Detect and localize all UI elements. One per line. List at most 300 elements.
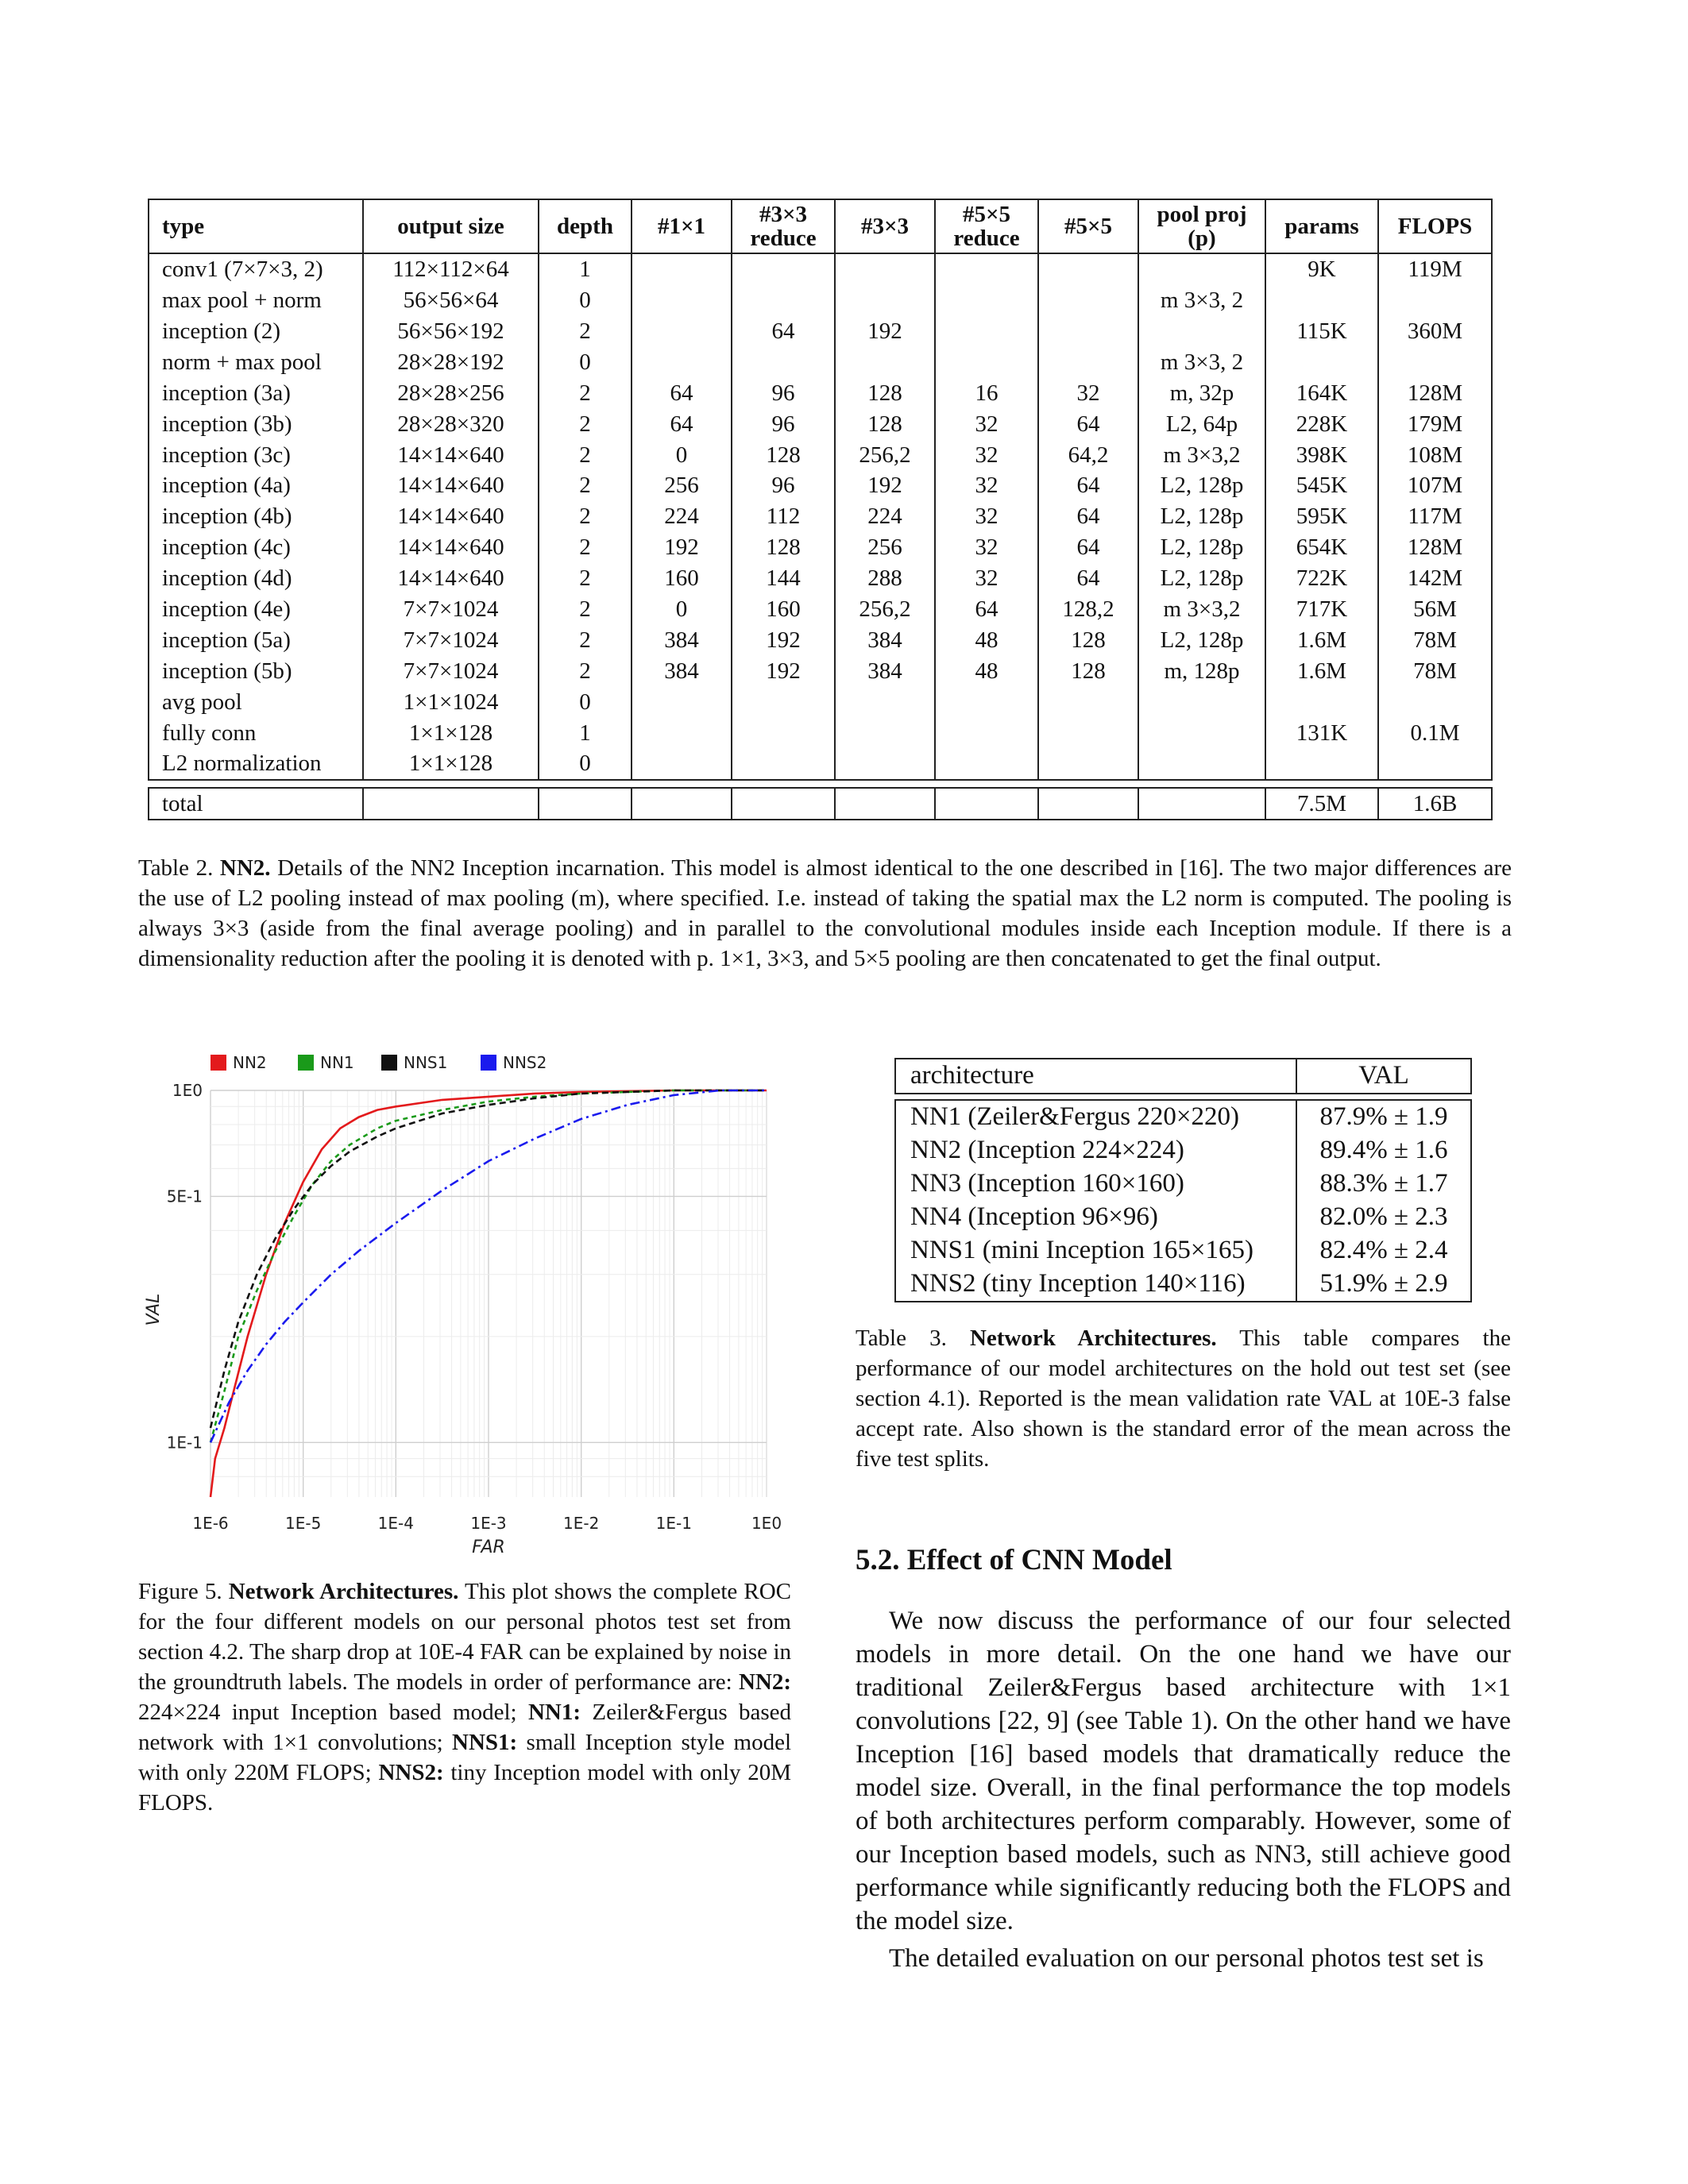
- table-cell: [632, 347, 732, 378]
- table-cell: [732, 748, 835, 780]
- table-2-body: [149, 253, 1492, 820]
- table-3-caption: [856, 1323, 1511, 1474]
- table-2-header: #3×3 reduce: [732, 199, 835, 253]
- caption-item-text: Zeiler&Fergus based network with 1×1 convolutions;: [138, 1700, 792, 1755]
- table-cell: 1×1×128: [363, 717, 539, 748]
- table-cell: [1038, 285, 1138, 316]
- architecture-cell: NNS1 (mini Inception 165×165): [895, 1234, 1296, 1268]
- table-cell: [632, 253, 732, 285]
- table-cell: 1: [539, 717, 632, 748]
- section-paragraph-1: We now discuss the performance of our four selected models in more detail. On the one hand we have our traditional Zeiler&Fergus based architecture with 1×1 convolutions [22, 9] (see Table 1). On the other hand we have Inception [16] based models that dramatically reduce the model size. Overall, in the final performance the top models of both architectures perform comparably. However, some of our Inception based models, such as NN3, still achieve good performance while significantly reducing both the FLOPS and the model size.: [856, 1607, 1511, 1935]
- table-cell: 128: [1038, 625, 1138, 656]
- table-row: [149, 316, 1492, 347]
- table-cell: [1038, 788, 1138, 820]
- table-cell: 7×7×1024: [363, 594, 539, 625]
- table-cell: 108M: [1378, 439, 1492, 470]
- caption-item-label: NN2:: [738, 1669, 791, 1695]
- table-cell: m 3×3,2: [1138, 594, 1265, 625]
- table-cell: m 3×3, 2: [1138, 285, 1265, 316]
- table-cell: 1.6M: [1265, 625, 1378, 656]
- table-spacer: [895, 1094, 1471, 1100]
- table-cell: 2: [539, 470, 632, 501]
- architecture-cell: NN1 (Zeiler&Fergus 220×220): [895, 1100, 1296, 1134]
- caption-label: Table 3.: [856, 1325, 947, 1351]
- table-row: [149, 563, 1492, 594]
- caption-title: NN2.: [219, 855, 271, 881]
- table-row: [895, 1268, 1471, 1302]
- table-cell: 64: [632, 408, 732, 439]
- table-cell: [1378, 748, 1492, 780]
- table-cell: 16: [935, 378, 1038, 409]
- table-cell: [1265, 285, 1378, 316]
- x-tick-label: 1E-1: [655, 1514, 692, 1533]
- caption-item-text: small Inception style model with only 220M FLOPS;: [138, 1730, 792, 1785]
- table-cell: [1038, 686, 1138, 717]
- caption-item-text: 224×224 input Inception based model;: [138, 1700, 517, 1725]
- table-cell: [935, 285, 1038, 316]
- y-tick-label: 1E-1: [166, 1433, 203, 1453]
- table-cell: [935, 717, 1038, 748]
- table-cell: 14×14×640: [363, 532, 539, 563]
- table-cell: m 3×3, 2: [1138, 347, 1265, 378]
- table-cell: L2, 128p: [1138, 532, 1265, 563]
- table-row: [149, 253, 1492, 285]
- table-cell: 192: [835, 316, 935, 347]
- table-2-header: FLOPS: [1378, 199, 1492, 253]
- caption-label: Figure 5.: [138, 1579, 222, 1604]
- table-cell: [539, 788, 632, 820]
- table-cell: 256,2: [835, 594, 935, 625]
- table-cell: 32: [935, 408, 1038, 439]
- table-cell: [1138, 788, 1265, 820]
- table-cell: [1138, 316, 1265, 347]
- table-cell: inception (3c): [149, 439, 363, 470]
- table-2-header: params: [1265, 199, 1378, 253]
- table-2-header: depth: [539, 199, 632, 253]
- table-2-header-row: [149, 199, 1492, 253]
- table-cell: 128: [835, 378, 935, 409]
- caption-item-label: NNS2:: [378, 1760, 444, 1785]
- table-cell: 96: [732, 470, 835, 501]
- architecture-cell: NN4 (Inception 96×96): [895, 1201, 1296, 1234]
- table-cell: [835, 717, 935, 748]
- table-row: [895, 1134, 1471, 1167]
- caption-text: This table compares the performance of our model architectures on the hold out test set (see section 4.1). Reported is the mean validation rate VAL at 10E-3 false accept rate. Also shown is the standard error of the mean across the five test splits.: [856, 1325, 1511, 1472]
- table-cell: conv1 (7×7×3, 2): [149, 253, 363, 285]
- table-cell: 56×56×64: [363, 285, 539, 316]
- chart-xlabel: FAR: [472, 1538, 505, 1557]
- table-cell: L2, 128p: [1138, 625, 1265, 656]
- table-cell: 48: [935, 625, 1038, 656]
- x-tick-label: 1E-6: [192, 1514, 229, 1533]
- val-cell: 88.3% ± 1.7: [1296, 1167, 1471, 1201]
- table-cell: 117M: [1378, 501, 1492, 532]
- chart-legend: [211, 1053, 547, 1072]
- table-cell: 96: [732, 378, 835, 409]
- table-row: [149, 285, 1492, 316]
- x-tick-label: 1E-4: [377, 1514, 414, 1533]
- architecture-cell: NNS2 (tiny Inception 140×116): [895, 1268, 1296, 1302]
- table-cell: 228K: [1265, 408, 1378, 439]
- table-cell: 192: [732, 625, 835, 656]
- table-cell: 144: [732, 563, 835, 594]
- table-cell: 164K: [1265, 378, 1378, 409]
- table-cell: 179M: [1378, 408, 1492, 439]
- table-cell: 0: [539, 347, 632, 378]
- table-cell: [632, 316, 732, 347]
- table-cell: 0.1M: [1378, 717, 1492, 748]
- table-cell: 1: [539, 253, 632, 285]
- table-row: [149, 501, 1492, 532]
- legend-label: NNS1: [404, 1053, 448, 1072]
- table-row: [149, 470, 1492, 501]
- table-cell: 160: [632, 563, 732, 594]
- table-2-header: type: [149, 199, 363, 253]
- table-cell: [363, 788, 539, 820]
- y-tick-label: 5E-1: [166, 1187, 203, 1206]
- table-row: [149, 439, 1492, 470]
- table-cell: inception (5b): [149, 656, 363, 687]
- table-cell: [1378, 285, 1492, 316]
- table-cell: 32: [935, 501, 1038, 532]
- table-cell: 0: [632, 439, 732, 470]
- table-cell: fully conn: [149, 717, 363, 748]
- table-cell: 192: [632, 532, 732, 563]
- table-cell: 32: [935, 532, 1038, 563]
- table-cell: 2: [539, 594, 632, 625]
- table-cell: 192: [835, 470, 935, 501]
- table-cell: 7×7×1024: [363, 656, 539, 687]
- table-cell: 115K: [1265, 316, 1378, 347]
- table-cell: [835, 253, 935, 285]
- table-cell: 7.5M: [1265, 788, 1378, 820]
- table-cell: [1265, 686, 1378, 717]
- table-cell: [732, 253, 835, 285]
- table-row: [149, 378, 1492, 409]
- table-2-caption: [138, 853, 1512, 974]
- table-cell: [732, 285, 835, 316]
- table-cell: 1.6M: [1265, 656, 1378, 687]
- table-cell: 32: [935, 563, 1038, 594]
- table-cell: [1038, 748, 1138, 780]
- x-tick-label: 1E-5: [285, 1514, 322, 1533]
- legend-label: NNS2: [503, 1053, 547, 1072]
- y-tick-label: 1E0: [172, 1081, 203, 1100]
- chart-grid: [211, 1090, 767, 1497]
- x-tick-label: 1E0: [751, 1514, 782, 1533]
- table-cell: 28×28×192: [363, 347, 539, 378]
- table-cell: 128: [732, 532, 835, 563]
- table-cell: 56M: [1378, 594, 1492, 625]
- table-cell: avg pool: [149, 686, 363, 717]
- table-total-row: [149, 788, 1492, 820]
- table-cell: [732, 788, 835, 820]
- caption-text: This plot shows the complete ROC for the four different models on our personal photos test set from section 4.2. The sharp drop at 10E-4 FAR can be explained by noise in the groundtruth labels. The models in order of performance are:: [138, 1579, 792, 1695]
- table-cell: [1265, 347, 1378, 378]
- table-cell: [1038, 253, 1138, 285]
- table-spacer: [149, 780, 1492, 788]
- table-row: [149, 594, 1492, 625]
- table-cell: 64,2: [1038, 439, 1138, 470]
- table-cell: 32: [935, 439, 1038, 470]
- table-cell: 14×14×640: [363, 563, 539, 594]
- table-cell: inception (4c): [149, 532, 363, 563]
- table-cell: L2, 128p: [1138, 501, 1265, 532]
- table-cell: 360M: [1378, 316, 1492, 347]
- table-cell: [935, 316, 1038, 347]
- table-cell: 0: [539, 285, 632, 316]
- architecture-cell: NN2 (Inception 224×224): [895, 1134, 1296, 1167]
- table-3-header: architecture: [895, 1059, 1296, 1094]
- table-cell: 64: [935, 594, 1038, 625]
- legend-swatch-nn1: [298, 1055, 314, 1071]
- table-row: [149, 748, 1492, 780]
- table-cell: 1.6B: [1378, 788, 1492, 820]
- table-cell: [1265, 748, 1378, 780]
- table-cell: inception (4d): [149, 563, 363, 594]
- table-cell: 128M: [1378, 532, 1492, 563]
- table-cell: 545K: [1265, 470, 1378, 501]
- legend-label: NN2: [233, 1053, 267, 1072]
- table-cell: [935, 788, 1038, 820]
- table-cell: 112: [732, 501, 835, 532]
- table-cell: 384: [835, 656, 935, 687]
- table-cell: 64: [732, 316, 835, 347]
- table-cell: 0: [632, 594, 732, 625]
- table-cell: 256,2: [835, 439, 935, 470]
- table-row: [149, 408, 1492, 439]
- table-3-body: [895, 1094, 1471, 1302]
- table-2-header: #5×5 reduce: [935, 199, 1038, 253]
- legend-swatch-nn2: [211, 1055, 226, 1071]
- table-cell: [1138, 686, 1265, 717]
- table-cell: inception (3b): [149, 408, 363, 439]
- table-cell: [1038, 717, 1138, 748]
- table-cell: 9K: [1265, 253, 1378, 285]
- table-cell: inception (2): [149, 316, 363, 347]
- legend-swatch-nns2: [481, 1055, 496, 1071]
- section-heading: 5.2. Effect of CNN Model: [856, 1544, 1172, 1576]
- table-row: [149, 625, 1492, 656]
- legend-swatch-nns1: [381, 1055, 397, 1071]
- table-row: [149, 656, 1492, 687]
- table-row: [895, 1100, 1471, 1134]
- section-paragraph-2: The detailed evaluation on our personal photos test set is: [889, 1944, 1484, 1973]
- table-cell: L2 normalization: [149, 748, 363, 780]
- table-cell: 131K: [1265, 717, 1378, 748]
- table-cell: 64: [1038, 470, 1138, 501]
- table-row: [895, 1201, 1471, 1234]
- x-tick-label: 1E-3: [470, 1514, 507, 1533]
- table-cell: 96: [732, 408, 835, 439]
- table-cell: 32: [1038, 378, 1138, 409]
- table-cell: inception (5a): [149, 625, 363, 656]
- table-cell: 2: [539, 378, 632, 409]
- table-cell: 654K: [1265, 532, 1378, 563]
- table-cell: [732, 717, 835, 748]
- table-cell: 160: [732, 594, 835, 625]
- table-2-header: #3×3: [835, 199, 935, 253]
- table-cell: 128M: [1378, 378, 1492, 409]
- table-cell: m, 128p: [1138, 656, 1265, 687]
- table-cell: [835, 686, 935, 717]
- table-cell: 717K: [1265, 594, 1378, 625]
- caption-item-label: NNS1:: [452, 1730, 518, 1755]
- table-cell: [1038, 347, 1138, 378]
- table-cell: [935, 748, 1038, 780]
- table-2-header: pool proj (p): [1138, 199, 1265, 253]
- table-cell: inception (4b): [149, 501, 363, 532]
- table-cell: 722K: [1265, 563, 1378, 594]
- table-cell: [835, 788, 935, 820]
- table-cell: 28×28×256: [363, 378, 539, 409]
- caption-title: Network Architectures.: [969, 1325, 1217, 1351]
- table-cell: 224: [632, 501, 732, 532]
- table-cell: 2: [539, 408, 632, 439]
- table-cell: [1138, 748, 1265, 780]
- table-cell: [935, 253, 1038, 285]
- table-2: [148, 199, 1493, 820]
- table-cell: 0: [539, 748, 632, 780]
- val-cell: 87.9% ± 1.9: [1296, 1100, 1471, 1134]
- table-cell: 112×112×64: [363, 253, 539, 285]
- table-cell: 2: [539, 563, 632, 594]
- table-cell: 28×28×320: [363, 408, 539, 439]
- table-cell: [1138, 717, 1265, 748]
- table-2-header: output size: [363, 199, 539, 253]
- table-3-header: VAL: [1296, 1059, 1471, 1094]
- table-cell: [835, 285, 935, 316]
- table-3: [894, 1058, 1472, 1302]
- table-cell: 78M: [1378, 625, 1492, 656]
- table-cell: 384: [632, 625, 732, 656]
- chart-ylabel: VAL: [144, 1293, 164, 1326]
- table-cell: [935, 686, 1038, 717]
- table-cell: 224: [835, 501, 935, 532]
- table-cell: [632, 285, 732, 316]
- table-row: [149, 717, 1492, 748]
- table-cell: 256: [835, 532, 935, 563]
- table-cell: norm + max pool: [149, 347, 363, 378]
- table-cell: 2: [539, 439, 632, 470]
- table-cell: 398K: [1265, 439, 1378, 470]
- table-cell: [1378, 686, 1492, 717]
- table-cell: inception (4e): [149, 594, 363, 625]
- table-row: [149, 686, 1492, 717]
- table-cell: 1×1×128: [363, 748, 539, 780]
- table-cell: [732, 686, 835, 717]
- roc-chart: [135, 1040, 794, 1565]
- table-cell: m 3×3,2: [1138, 439, 1265, 470]
- table-cell: 14×14×640: [363, 439, 539, 470]
- table-2-header: #5×5: [1038, 199, 1138, 253]
- table-row: [149, 532, 1492, 563]
- val-cell: 51.9% ± 2.9: [1296, 1268, 1471, 1302]
- table-cell: 64: [1038, 532, 1138, 563]
- table-cell: max pool + norm: [149, 285, 363, 316]
- table-cell: 78M: [1378, 656, 1492, 687]
- legend-label: NN1: [320, 1053, 354, 1072]
- table-cell: [835, 347, 935, 378]
- table-cell: 2: [539, 656, 632, 687]
- table-cell: 1×1×1024: [363, 686, 539, 717]
- table-cell: [1138, 253, 1265, 285]
- table-cell: [1038, 316, 1138, 347]
- table-cell: [632, 686, 732, 717]
- table-cell: 14×14×640: [363, 470, 539, 501]
- caption-item-text: tiny Inception model with only 20M FLOPS.: [138, 1760, 792, 1815]
- table-cell: 2: [539, 316, 632, 347]
- table-cell: 0: [539, 686, 632, 717]
- table-cell: 128: [732, 439, 835, 470]
- figure-5-caption: [138, 1576, 791, 1818]
- table-cell: [935, 347, 1038, 378]
- table-row: [895, 1167, 1471, 1201]
- table-cell: 7×7×1024: [363, 625, 539, 656]
- table-cell: [1378, 347, 1492, 378]
- caption-item-label: NN1:: [527, 1700, 581, 1725]
- table-3-header-row: [895, 1059, 1471, 1094]
- table-cell: 48: [935, 656, 1038, 687]
- table-cell: 32: [935, 470, 1038, 501]
- table-cell: 107M: [1378, 470, 1492, 501]
- table-cell: 595K: [1265, 501, 1378, 532]
- table-cell: 64: [1038, 501, 1138, 532]
- table-cell: inception (3a): [149, 378, 363, 409]
- table-cell: inception (4a): [149, 470, 363, 501]
- table-row: [895, 1234, 1471, 1268]
- table-cell: 2: [539, 625, 632, 656]
- table-cell: 64: [632, 378, 732, 409]
- table-cell: [732, 347, 835, 378]
- table-2-header: #1×1: [632, 199, 732, 253]
- table-cell: [632, 788, 732, 820]
- table-cell: 384: [835, 625, 935, 656]
- table-cell: 128,2: [1038, 594, 1138, 625]
- val-cell: 82.0% ± 2.3: [1296, 1201, 1471, 1234]
- table-cell: m, 32p: [1138, 378, 1265, 409]
- architecture-cell: NN3 (Inception 160×160): [895, 1167, 1296, 1201]
- table-cell: 288: [835, 563, 935, 594]
- table-cell: 14×14×640: [363, 501, 539, 532]
- table-cell: 56×56×192: [363, 316, 539, 347]
- table-cell: L2, 64p: [1138, 408, 1265, 439]
- caption-label: Table 2.: [138, 855, 214, 881]
- table-cell: 119M: [1378, 253, 1492, 285]
- table-cell: 142M: [1378, 563, 1492, 594]
- x-tick-label: 1E-2: [563, 1514, 600, 1533]
- table-cell: L2, 128p: [1138, 563, 1265, 594]
- table-row: [149, 347, 1492, 378]
- table-cell: 256: [632, 470, 732, 501]
- val-cell: 89.4% ± 1.6: [1296, 1134, 1471, 1167]
- table-cell: [632, 717, 732, 748]
- table-cell: 64: [1038, 563, 1138, 594]
- table-cell: [835, 748, 935, 780]
- table-cell: L2, 128p: [1138, 470, 1265, 501]
- table-cell: total: [149, 788, 363, 820]
- table-cell: [632, 748, 732, 780]
- table-cell: 192: [732, 656, 835, 687]
- table-cell: 128: [835, 408, 935, 439]
- caption-text: Details of the NN2 Inception incarnation. This model is almost identical to the one described in [16]. The two major differences are the use of L2 pooling instead of max pooling (m), where specified. I.e. instead of taking the spatial max the L2 norm is computed. The pooling is always 3×3 (aside from the final average pooling) and in parallel to the convolutional modules inside each Inception module. If there is a dimensionality reduction after the pooling it is denoted with p. 1×1, 3×3, and 5×5 pooling are then concatenated to get the final output.: [138, 855, 1512, 971]
- table-cell: 384: [632, 656, 732, 687]
- val-cell: 82.4% ± 2.4: [1296, 1234, 1471, 1268]
- table-cell: 128: [1038, 656, 1138, 687]
- table-cell: 64: [1038, 408, 1138, 439]
- caption-title: Network Architectures.: [228, 1579, 459, 1604]
- table-cell: 2: [539, 501, 632, 532]
